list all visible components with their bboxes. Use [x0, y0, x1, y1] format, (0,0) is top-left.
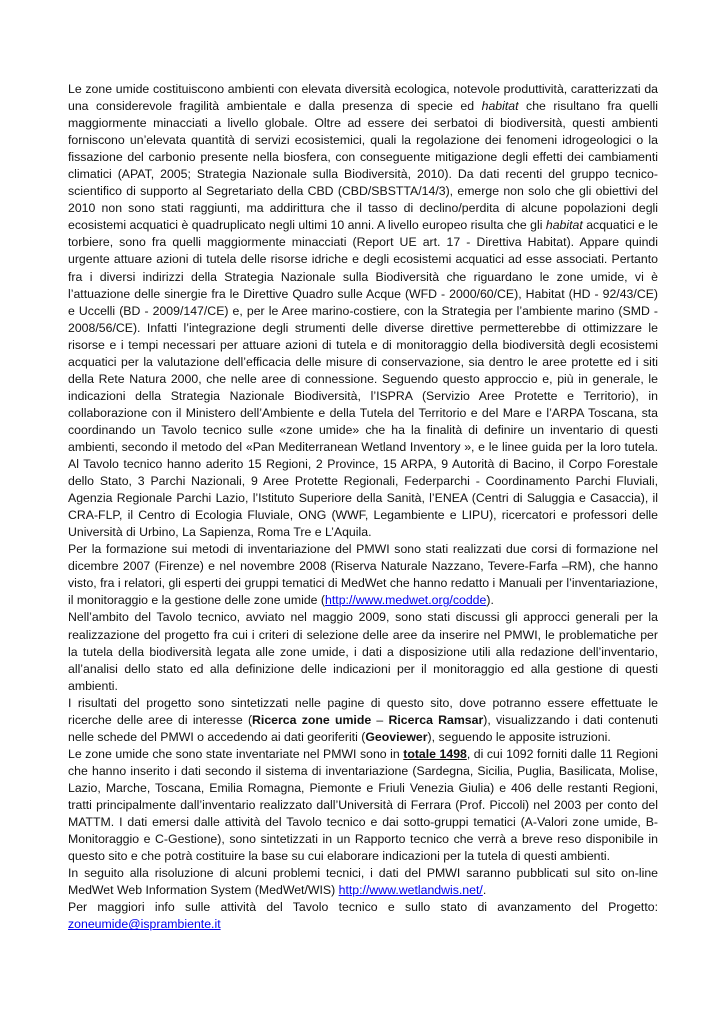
- bold-term-geoviewer: Geoviewer: [365, 729, 428, 744]
- paragraph-intro: [68, 81, 658, 541]
- url-link-http-www-medwet-org-codde[interactable]: http://www.medwet.org/codde: [325, 593, 487, 608]
- text-run: Le zone umide costituiscono ambienti con elevata diversità ecologica, notevole produttività, caratterizzati da una considerevole fragilità ambientale e dalla presenza di specie ed: [68, 82, 658, 114]
- text-run: Nell’ambito del Tavolo tecnico, avviato nel maggio 2009, sono stati discussi gli approcci generali per la realizzazione del progetto fra cui i criteri di selezione delle aree da inserire nel PMWI, le problematiche per la tutela della biodiversità legata alle zone umide, i dati a disposizione utili alla redazione dell’inventario, all’analisi dello stato ed alla definizione delle indicazioni per il monitoraggio ed alla gestione di questi ambienti.: [68, 610, 658, 693]
- highlight-total-totale-1498: totale 1498: [403, 746, 467, 761]
- italic-term-habitat: habitat: [545, 218, 583, 233]
- paragraph-medwet-wis: [68, 865, 658, 899]
- email-link-zoneumide-isprambiente-it[interactable]: zoneumide@isprambiente.it: [68, 917, 221, 932]
- paragraph-contact: [68, 899, 658, 933]
- bold-term-ricerca-ramsar: Ricerca Ramsar: [388, 712, 484, 727]
- bold-term-ricerca-zone-umide: Ricerca zone umide: [252, 712, 372, 727]
- paragraph-training-courses: [68, 541, 658, 609]
- text-run: Le zone umide che sono state inventariate nel PMWI sono in: [68, 746, 404, 761]
- text-run: ).: [486, 593, 494, 608]
- text-run: In seguito alla risoluzione di alcuni problemi tecnici, i dati del PMWI saranno pubblicati sul sito on-line MedWet Web Information System (MedWet/WIS): [68, 866, 658, 898]
- text-run: –: [371, 712, 389, 727]
- url-link-http-www-wetlandwis-net[interactable]: http://www.wetlandwis.net/: [338, 883, 483, 898]
- text-run: Per la formazione sui metodi di inventariazione del PMWI sono stati realizzati due corsi di formazione nel dicembre 2007 (Firenze) e nel novembre 2008 (Riserva Naturale Nazzano, Tevere-Farfa –RM), che hanno visto, fra i relatori, gli esperti dei gruppi tematici di MedWet che hanno redatto i Manuali per l’inventariazione, il monitoraggio e la gestione delle zone umide (: [68, 542, 658, 608]
- text-run: ), seguendo le apposite istruzioni.: [427, 729, 611, 744]
- paragraph-inventory-totals: [68, 746, 658, 865]
- text-run: che risultano fra quelli maggiormente minacciati a livello globale. Oltre ad essere dei serbatoi di biodiversità, questi ambienti forniscono un’elevata quantità di servizi ecosistemici, quali la regolazione dei fenomeni idrogeologici o la fissazione del carbonio presente nella biosfera, con conseguente mitigazione degli effetti dei cambiamenti climatici (APAT, 2005; Strategia Nazionale sulla Biodiversità, 2010). Da dati recenti del gruppo tecnico-scientifico di supporto al Segretariato della CBD (CBD/SBSTTA/14/3), emerge non solo che gli obiettivi del 2010 non sono stati raggiunti, ma addirittura che il tasso di declino/perdita di alcune popolazioni degli ecosistemi acquatici è quadruplicato negli ultimi 10 anni. A livello europeo risulta che gli: [68, 99, 658, 233]
- italic-term-habitat: habitat: [481, 99, 519, 114]
- document-body: [68, 81, 658, 933]
- text-run: ), visualizzando i dati contenuti nelle schede del PMWI o accedendo ai dati georiferiti (: [68, 712, 658, 744]
- text-run: Per maggiori info sulle attività del Tavolo tecnico e sullo stato di avanzamento del Progetto:: [68, 900, 658, 915]
- text-run: , di cui 1092 forniti dalle 11 Regioni che hanno inserito i dati secondo il sistema di inventariazione (Sardegna, Sicilia, Puglia, Basilicata, Molise, Lazio, Marche, Toscana, Emilia Romagna, Piemonte e Friuli Venezia Giulia) e 406 delle restanti Regioni, tratti principalmente dall’inventario realizzato dall’Università di Ferrara (Prof. Piccoli) nel 2003 per conto del MATTM. I dati emersi dalle attività del Tavolo tecnico e dai sotto-gruppi tematici (A-Valori zone umide, B-Monitoraggio e C-Gestione), sono sintetizzati in un Rapporto tecnico che verrà a breve reso disponibile in questo sito e che potrà costituire la base su cui elaborare indicazioni per la tutela di questi ambienti.: [68, 746, 658, 864]
- text-run: acquatici e le torbiere, sono fra quelli maggiormente minacciati (Report UE art. 17 - Direttiva Habitat). Appare quindi urgente attuare azioni di tutela delle risorse idriche e degli ecosistemi acquatici ad esse associati. Pertanto fra i diversi indirizzi della Strategia Nazionale sulla Biodiversità che riguardano le zone umide, vi è l’attuazione delle sinergie fra le Direttive Quadro sulle Acque (WFD - 2000/60/CE), Habitat (HD - 92/43/CE) e Uccelli (BD - 2009/147/CE) e, per le Aree marino-costiere, con la Strategia per l’ambiente marino (SMD - 2008/56/CE). Infatti l’integrazione degli strumenti delle diverse direttive permetterebbe di ottimizzare le risorse e i tempi necessari per attuare azioni di tutela e di monitoraggio della biodiversità degli ecosistemi acquatici per la valutazione dell’efficacia delle misure di conservazione, sia dentro le aree protette ed i siti della Rete Natura 2000, che nelle aree di connessione. Seguendo questo approccio e, più in generale, le indicazioni della Strategia Nazionale Biodiversità, l’ISPRA (Servizio Aree Protette e Territorio), in collaborazione con il Ministero dell’Ambiente e della Tutela del Territorio e del Mare e l’ARPA Toscana, sta coordinando un Tavolo tecnico sulle «zone umide» che ha la finalità di definire un inventario di questi ambienti, secondo il metodo del «Pan Mediterranean Wetland Inventory », e le linee guida per la loro tutela. Al Tavolo tecnico hanno aderito 15 Regioni, 2 Province, 15 ARPA, 9 Autorità di Bacino, il Corpo Forestale dello Stato, 3 Parchi Nazionali, 9 Aree Protette Regionali, Federparchi - Coordinamento Parchi Fluviali, Agenzia Regionale Parchi Lazio, l’Istituto Superiore della Sanità, l’ENEA (Centri di Saluggia e Casaccia), il CRA-FLP, il Centro di Ecologia Fluviale, ONG (WWF, Legambiente e LIPU), ricercatori e professori delle Università di Urbino, La Sapienza, Roma Tre e L’Aquila.: [68, 218, 658, 540]
- text-run: I risultati del progetto sono sintetizzati nelle pagine di questo sito, dove potranno essere effettuate le ricerche delle aree di interesse (: [68, 695, 658, 727]
- paragraph-technical-table: [68, 609, 658, 694]
- text-run: .: [482, 883, 487, 898]
- paragraph-results: [68, 695, 658, 746]
